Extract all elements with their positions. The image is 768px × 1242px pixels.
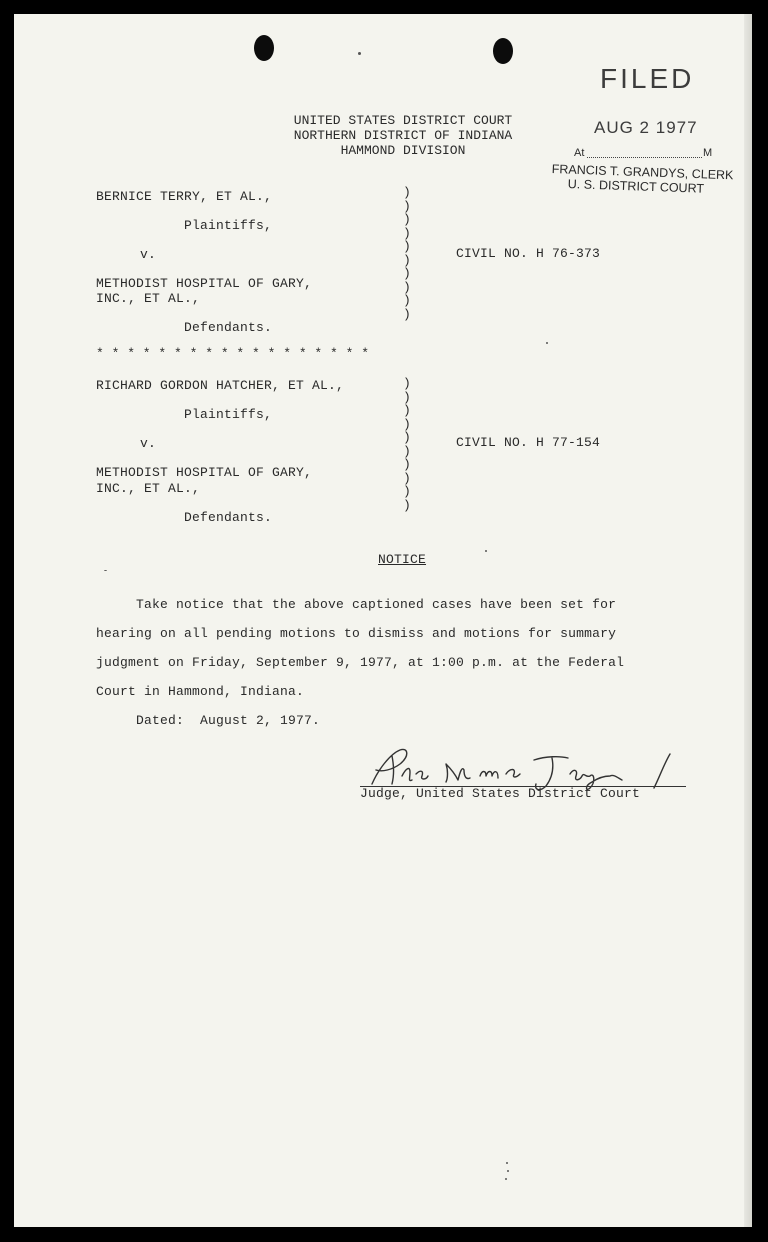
punch-hole-left [254, 35, 274, 61]
court-line-1: UNITED STATES DISTRICT COURT [293, 113, 513, 128]
scan-speck [104, 570, 107, 571]
case1-civil-no: CIVIL NO. H 76-373 [456, 246, 601, 261]
court-heading [268, 113, 538, 158]
case2-plaintiffs-label: Plaintiffs, [184, 407, 273, 422]
notice-dated: Dated: August 2, 1977. [96, 713, 321, 728]
case1-plaintiffs-label: Plaintiffs, [184, 218, 273, 233]
scan-speck [358, 52, 361, 55]
case2-versus: v. [140, 436, 157, 451]
case1-plaintiff: BERNICE TERRY, ET AL., [96, 189, 273, 204]
case2-paren-column: ) ) ) ) ) ) ) ) ) ) [403, 376, 411, 513]
case1-defendants-label: Defendants. [184, 320, 273, 335]
notice-line-2: hearing on all pending motions to dismiss and motions for summary [96, 626, 617, 641]
case2-defendant-line2: INC., ET AL., [96, 481, 201, 496]
scan-speck [505, 1178, 507, 1180]
case1-paren-column: ) ) ) ) ) ) ) ) ) ) [403, 185, 411, 322]
notice-title: NOTICE [378, 552, 427, 567]
notice-line-3: judgment on Friday, September 9, 1977, at 1:00 p.m. at the Federal [96, 655, 625, 670]
stamp-court: U. S. DISTRICT COURT [567, 177, 705, 196]
court-line-3: HAMMOND DIVISION [340, 143, 466, 158]
punch-hole-right [493, 38, 513, 64]
notice-line-1: Take notice that the above captioned cases have been set for [96, 597, 617, 612]
filed-stamp: FILED [600, 63, 695, 94]
case1-versus: v. [140, 247, 157, 262]
case1-defendant-line2: INC., ET AL., [96, 291, 201, 306]
stamp-at-label: At [574, 147, 585, 159]
notice-line-4: Court in Hammond, Indiana. [96, 684, 305, 699]
scan-speck [485, 550, 487, 552]
filed-date: AUG 2 1977 [594, 118, 698, 137]
case2-defendant-line1: METHODIST HOSPITAL OF GARY, [96, 465, 313, 480]
stamp-clerk: FRANCIS T. GRANDYS, CLERK [551, 162, 734, 183]
case-separator: * * * * * * * * * * * * * * * * * * [96, 346, 370, 361]
signature-caption: Judge, United States District Court [360, 786, 641, 801]
stamp-m-label: M [703, 147, 713, 159]
scan-speck [507, 1170, 509, 1172]
stamp-time-line [587, 157, 702, 158]
case1-defendant-line1: METHODIST HOSPITAL OF GARY, [96, 276, 313, 291]
scan-speck [546, 342, 548, 344]
case2-defendants-label: Defendants. [184, 510, 273, 525]
case2-plaintiff: RICHARD GORDON HATCHER, ET AL., [96, 378, 345, 393]
court-line-2: NORTHERN DISTRICT OF INDIANA [293, 128, 513, 143]
case2-civil-no: CIVIL NO. H 77-154 [456, 435, 601, 450]
scan-speck [506, 1162, 508, 1164]
page-edge [744, 14, 752, 1227]
